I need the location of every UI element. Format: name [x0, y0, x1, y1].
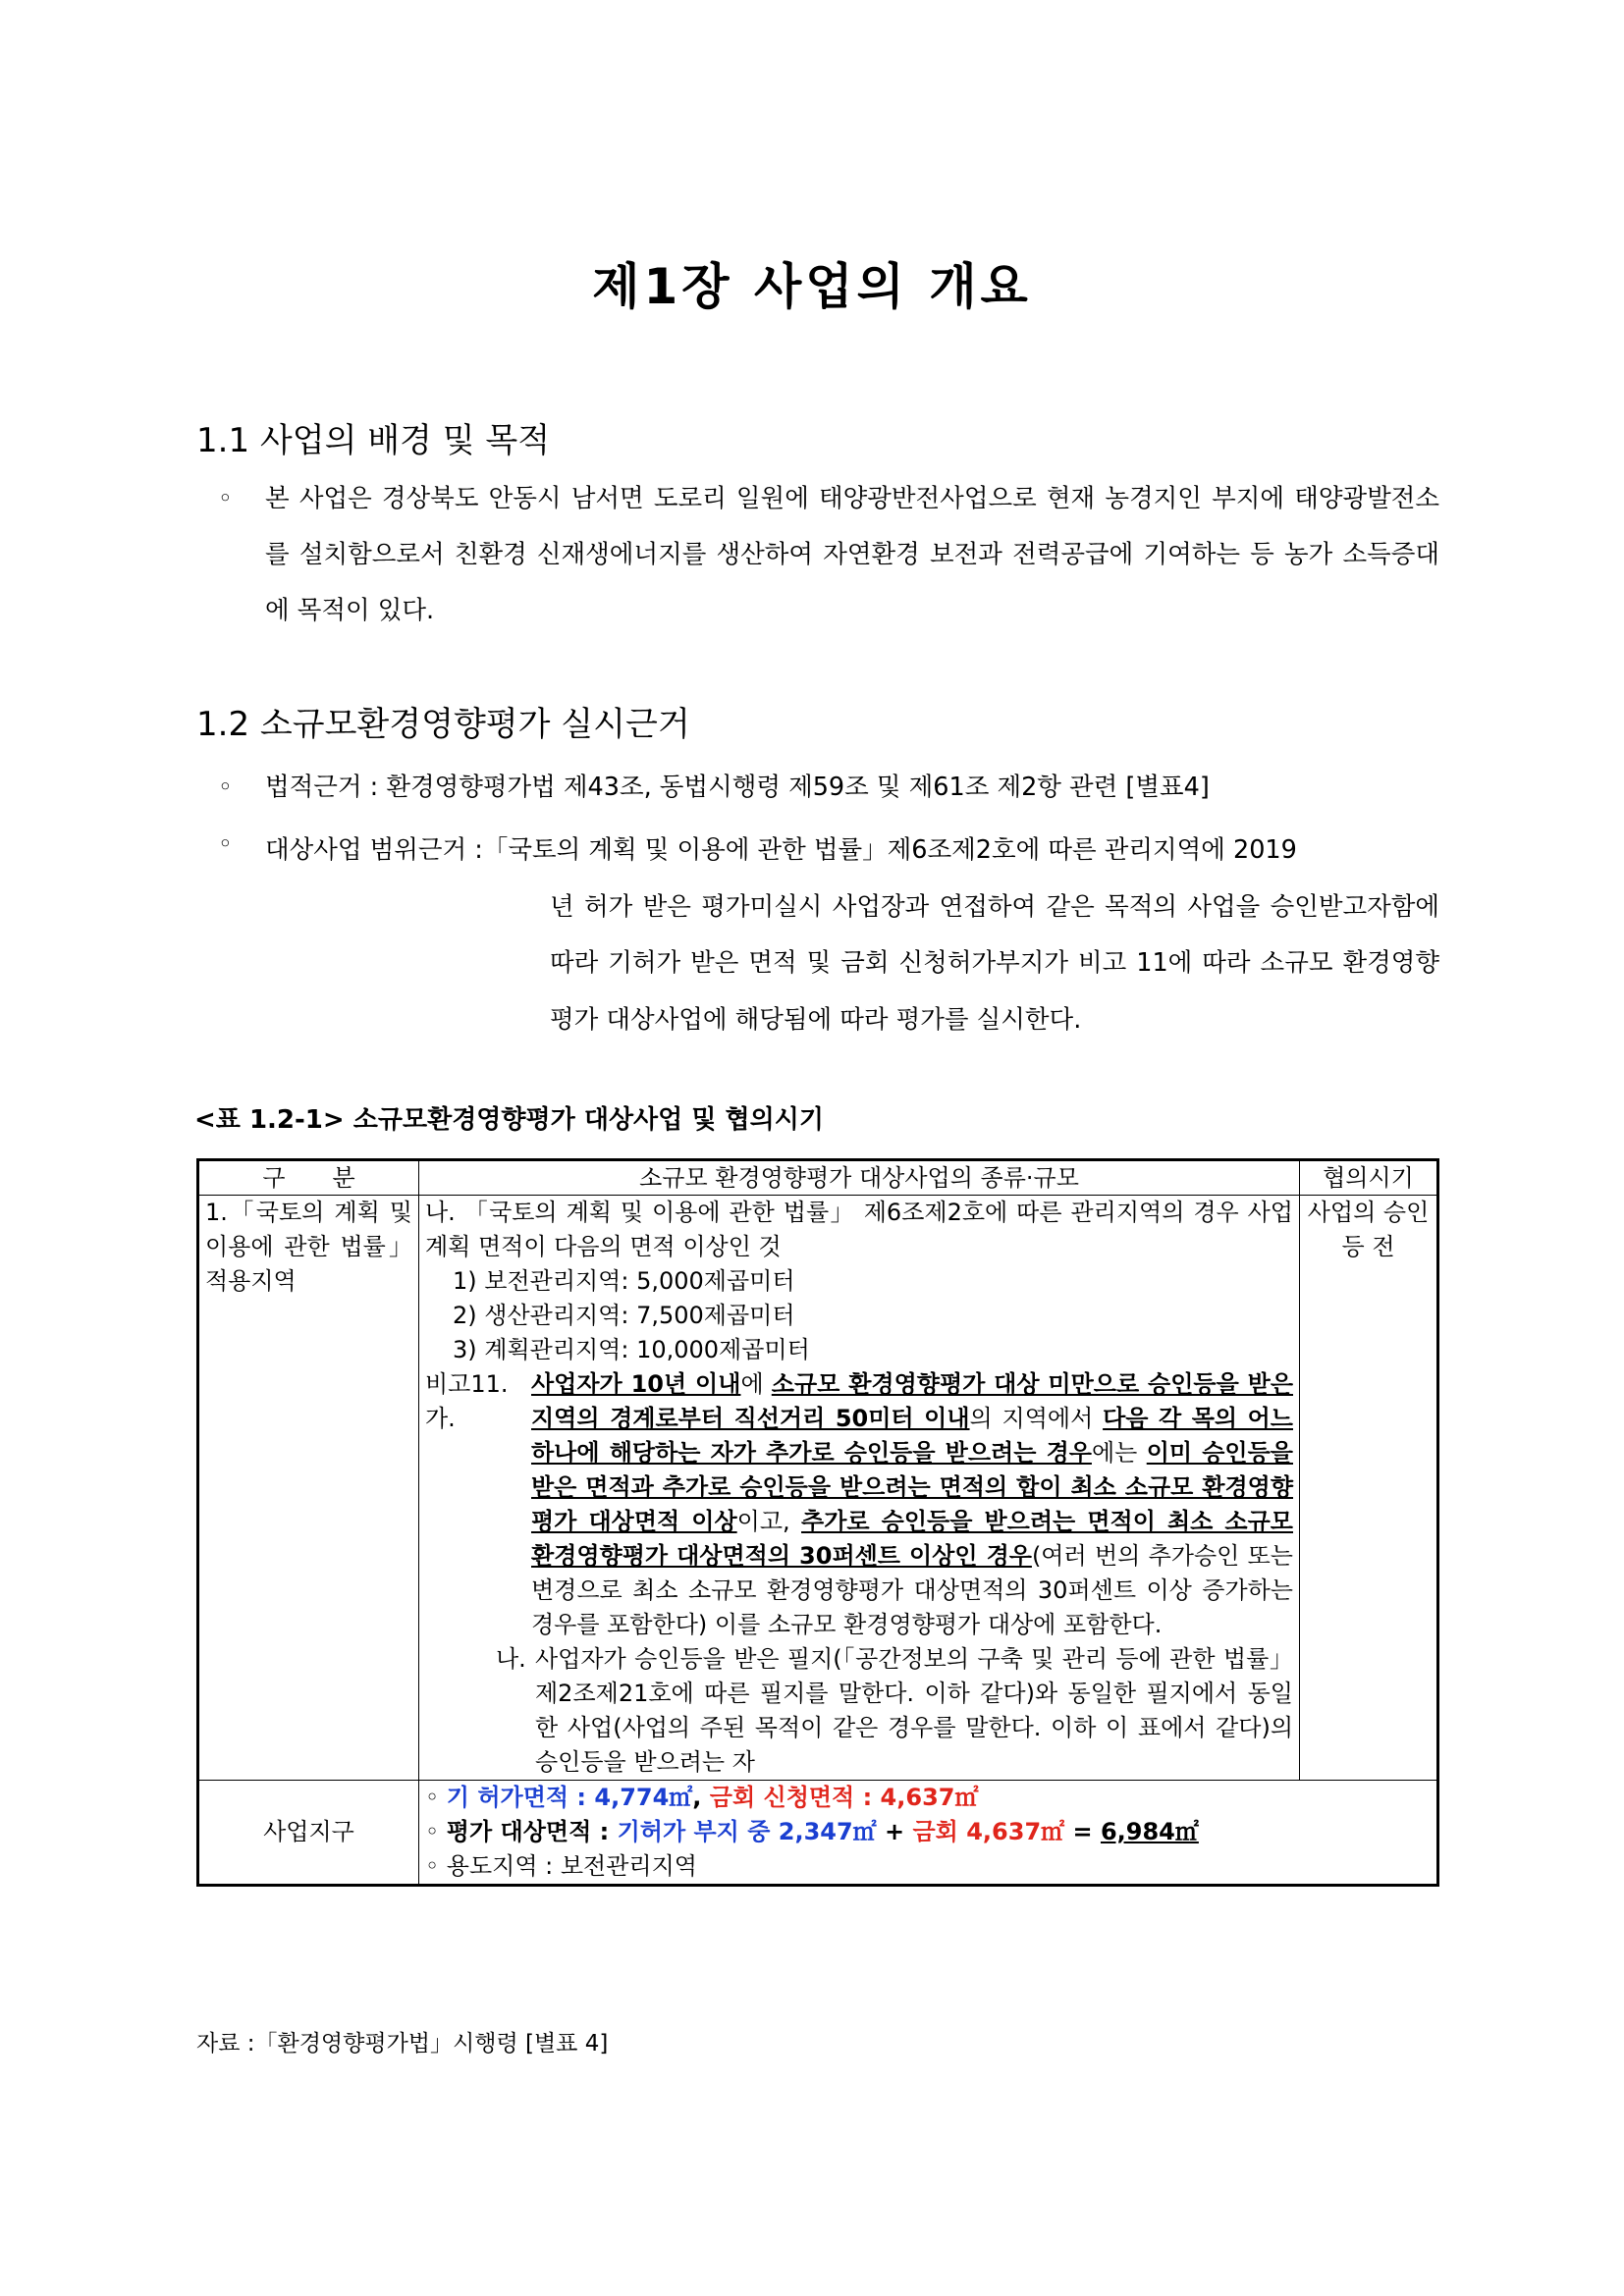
- table-caption: <표 1.2-1> 소규모환경영향평가 대상사업 및 협의시기: [194, 1105, 824, 1135]
- remark-na-text: 사업자가 승인등을 받은 필지(「공간정보의 구축 및 관리 등에 관한 법률」 제2조제21호에 따른 필지를 말한다. 이하 같다)와 동일한 필지에서 동일한 사업(사업의 주된 목적이 같은 경우를 말한다. 이하 이 표에서 같다)의 승인등을 받으려는 자: [535, 1645, 1293, 1776]
- table-source-note: 자료 :「환경영향평가법」시행령 [별표 4]: [196, 2031, 609, 2056]
- bullet-marker: ◦: [218, 829, 233, 858]
- target-project-table: [196, 1158, 1439, 1887]
- site-line-assessment-area: ◦ 평가 대상면적 : 기허가 부지 중 2,347㎡ + 금회 4,637㎡ = 6,984㎡: [425, 1818, 1199, 1845]
- table-header-type-scale: 소규모 환경영향평가 대상사업의 종류·규모: [419, 1160, 1300, 1196]
- area-item: 3) 계획관리지역: 10,000제곱미터: [453, 1336, 810, 1363]
- cell-category: [198, 1196, 419, 1781]
- background-paragraph: 본 사업은 경상북도 안동시 남서면 도로리 일원에 태양광반전사업으로 현재 농경지인 부지에 태양광발전소를 설치함으로서 친환경 신재생에너지를 생산하여 자연환경 보전과 전력공급에 기여하는 등 농가 소득증대에 목적이 있다.: [265, 484, 1439, 625]
- site-line-zoning: ◦ 용도지역 : 보전관리지역: [425, 1852, 697, 1880]
- table-header-timing: 협의시기: [1300, 1160, 1438, 1196]
- section-heading-background: 1.1 사업의 배경 및 목적: [196, 421, 551, 460]
- section-heading-basis: 1.2 소규모환경영향평가 실시근거: [196, 705, 690, 744]
- area-item: 2) 생산관리지역: 7,500제곱미터: [453, 1302, 795, 1329]
- remark-label: 비고11.가.: [425, 1370, 509, 1432]
- legal-basis-line: 법적근거 : 환경영향평가법 제43조, 동법시행령 제59조 및 제61조 제2항 관련 [별표4]: [265, 773, 1210, 802]
- site-line-permitted-area: ◦ 기 허가면적 : 4,774㎡, 금회 신청면적 : 4,637㎡: [425, 1784, 979, 1811]
- remark-na-label: 나.: [496, 1645, 526, 1673]
- remark-ga-text: 사업자가 10년 이내에 소규모 환경영향평가 대상 미만으로 승인등을 받은 지역의 경계로부터 직선거리 50미터 이내의 지역에서 다음 각 목의 어느 하나에 해당하는 자가 추가로 승인등을 받으려는 경우에는 이미 승인등을 받은 면적과 추가로 승인등을 받으려는 면적의 합이 최소 소규모 환경영향평가 대상면적 이상이고, 추가로 승인등을 받으려는 면적이 최소 소규모 환경영향평가 대상면적의 30퍼센트 이상인 경우(여러 번의 추가승인 또는 변경으로 최소 소규모 환경영향평가 대상면적의 30퍼센트 이상 증가하는 경우를 포함한다) 이를 소규모 환경영향평가 대상에 포함한다.: [531, 1370, 1293, 1638]
- management-area-intro: 나. 「국토의 계획 및 이용에 관한 법률」 제6조제2호에 따른 관리지역의 경우 사업계획 면적이 다음의 면적 이상인 것: [425, 1199, 1293, 1260]
- remark-ga: [425, 1367, 1293, 1642]
- area-item: 1) 보전관리지역: 5,000제곱미터: [453, 1267, 795, 1295]
- table-header-row: [198, 1160, 1438, 1196]
- cell-timing: 사업의 승인등 전: [1300, 1196, 1438, 1781]
- bullet-marker: ◦: [218, 484, 233, 512]
- scope-basis-first-line: 대상사업 범위근거 :「국토의 계획 및 이용에 관한 법률」제6조제2호에 따른 관리지역에 2019: [265, 835, 1297, 865]
- bullet-marker: ◦: [218, 773, 233, 801]
- remark-na: [425, 1642, 1293, 1780]
- table-header-category: 구 분: [198, 1160, 419, 1196]
- category-text: 1.「국토의 계획 및 이용에 관한 법률」적용지역: [205, 1199, 412, 1295]
- table-row-planning-law: [198, 1196, 1438, 1781]
- table-row-project-site: [198, 1781, 1438, 1886]
- page-title: 제1장 사업의 개요: [592, 258, 1032, 315]
- cell-site-details: [419, 1781, 1438, 1886]
- scope-basis-block: [265, 823, 1439, 1048]
- scope-basis-continuation: 년 허가 받은 평가미실시 사업장과 연접하여 같은 목적의 사업을 승인받고자함에 따라 기허가 받은 면적 및 금회 신청허가부지가 비고 11에 따라 소규모 환경영향평가 대상사업에 해당됨에 따라 평가를 실시한다.: [550, 891, 1439, 1035]
- cell-site-category: 사업지구: [198, 1781, 419, 1886]
- cell-type-scale: [419, 1196, 1300, 1781]
